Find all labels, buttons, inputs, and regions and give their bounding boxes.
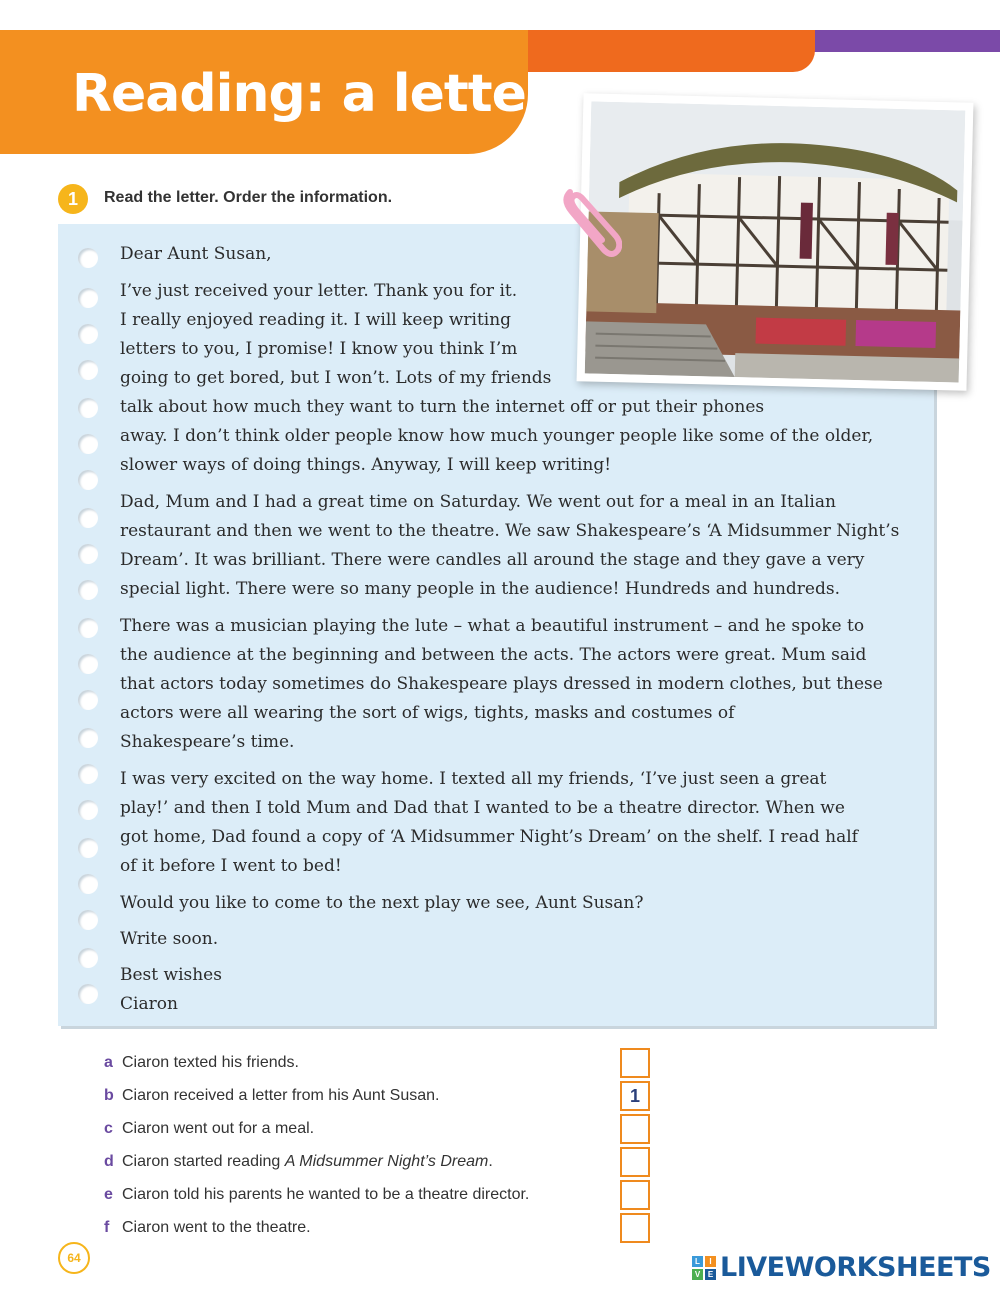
answer-box-e[interactable]	[620, 1180, 650, 1210]
list-item	[104, 1054, 299, 1072]
hole	[78, 838, 98, 858]
answer-box-b[interactable]: 1	[620, 1081, 650, 1111]
notebook-holes	[78, 244, 102, 1024]
list-item	[104, 1087, 440, 1105]
letter-line: of it before I went to bed!	[120, 856, 342, 876]
answer-box-d[interactable]	[620, 1147, 650, 1177]
exercise-number-badge: 1	[58, 184, 88, 214]
hole	[78, 288, 98, 308]
item-text-end: .	[488, 1153, 493, 1170]
letter-line: restaurant and then we went to the theatre. We saw Shakespeare’s ‘A Midsummer Night’s	[120, 521, 900, 541]
letter-line: Best wishes	[120, 965, 222, 985]
letter-line: Ciaron	[120, 994, 178, 1014]
letter-line: Would you like to come to the next play we see, Aunt Susan?	[120, 893, 644, 913]
letter-line: going to get bored, but I won’t. Lots of my friends	[120, 368, 552, 388]
logo-tile: L	[692, 1256, 703, 1267]
hole	[78, 910, 98, 930]
list-item	[104, 1120, 314, 1138]
answer-box-f[interactable]	[620, 1213, 650, 1243]
letter-line: I was very excited on the way home. I texted all my friends, ‘I’ve just seen a great	[120, 769, 827, 789]
hole	[78, 248, 98, 268]
list-item	[104, 1219, 311, 1237]
item-letter: a	[104, 1054, 113, 1071]
hole	[78, 398, 98, 418]
letter-line: Dear Aunt Susan,	[120, 244, 272, 264]
logo-tile: E	[705, 1269, 716, 1280]
logo-wordmark: LIVEWORKSHEETS	[720, 1252, 991, 1283]
paperclip-icon	[552, 182, 622, 260]
letter-line: actors were all wearing the sort of wigs, tights, masks and costumes of	[120, 703, 735, 723]
logo-tiles-icon	[692, 1256, 716, 1280]
hole	[78, 544, 98, 564]
liveworksheets-logo	[692, 1252, 991, 1283]
hole	[78, 508, 98, 528]
logo-tile: V	[692, 1269, 703, 1280]
hole	[78, 654, 98, 674]
hole	[78, 324, 98, 344]
hole	[78, 434, 98, 454]
item-text: Ciaron received a letter from his Aunt Susan.	[122, 1087, 440, 1104]
hole	[78, 618, 98, 638]
letter-line: I’ve just received your letter. Thank you for it.	[120, 281, 518, 301]
letter-line: Shakespeare’s time.	[120, 732, 295, 752]
theatre-illustration	[585, 101, 966, 382]
item-letter: b	[104, 1087, 114, 1104]
item-text: Ciaron texted his friends.	[122, 1054, 299, 1071]
page-number: 64	[58, 1242, 90, 1274]
hole	[78, 984, 98, 1004]
letter-line: slower ways of doing things. Anyway, I will keep writing!	[120, 455, 612, 475]
letter-line: Dad, Mum and I had a great time on Saturday. We went out for a meal in an Italian	[120, 492, 836, 512]
hole	[78, 948, 98, 968]
answer-box-c[interactable]	[620, 1114, 650, 1144]
item-letter: c	[104, 1120, 113, 1137]
hole	[78, 360, 98, 380]
letter-line: I really enjoyed reading it. I will keep writing	[120, 310, 512, 330]
hole	[78, 690, 98, 710]
letter-line: Write soon.	[120, 929, 219, 949]
letter-line: Dream’. It was brilliant. There were candles all around the stage and they gave a very	[120, 550, 865, 570]
globe-theatre-photo	[577, 93, 974, 390]
item-letter: f	[104, 1219, 110, 1236]
logo-tile: I	[705, 1256, 716, 1267]
letter-line: got home, Dad found a copy of ‘A Midsummer Night’s Dream’ on the shelf. I read half	[120, 827, 858, 847]
hole	[78, 800, 98, 820]
letter-line: special light. There were so many people in the audience! Hundreds and hundreds.	[120, 579, 840, 599]
hole	[78, 764, 98, 784]
item-letter: d	[104, 1153, 114, 1170]
exercise-instruction: Read the letter. Order the information.	[104, 189, 393, 206]
item-text: Ciaron started reading	[122, 1153, 285, 1170]
letter-line: away. I don’t think older people know how much younger people like some of the older,	[120, 426, 874, 446]
letter-line: play!’ and then I told Mum and Dad that I wanted to be a theatre director. When we	[120, 798, 845, 818]
hole	[78, 728, 98, 748]
answer-box-a[interactable]	[620, 1048, 650, 1078]
letter-line: that actors today sometimes do Shakespeare plays dressed in modern clothes, but these	[120, 674, 883, 694]
item-text: Ciaron told his parents he wanted to be a theatre director.	[122, 1186, 530, 1203]
item-text: Ciaron went out for a meal.	[122, 1120, 315, 1137]
hole	[78, 874, 98, 894]
letter-line: There was a musician playing the lute – what a beautiful instrument – and he spoke to	[120, 616, 865, 636]
page-title: Reading: a letter	[72, 64, 551, 124]
hole	[78, 580, 98, 600]
list-item	[104, 1186, 529, 1204]
item-letter: e	[104, 1186, 113, 1203]
letter-line: the audience at the beginning and between the acts. The actors were great. Mum said	[120, 645, 867, 665]
item-book-title: A Midsummer Night’s Dream	[284, 1153, 489, 1170]
item-text: Ciaron went to the theatre.	[122, 1219, 311, 1236]
letter-line: talk about how much they want to turn the internet off or put their phones	[120, 397, 765, 417]
letter-line: letters to you, I promise! I know you think I’m	[120, 339, 518, 359]
hole	[78, 470, 98, 490]
list-item	[104, 1153, 493, 1171]
